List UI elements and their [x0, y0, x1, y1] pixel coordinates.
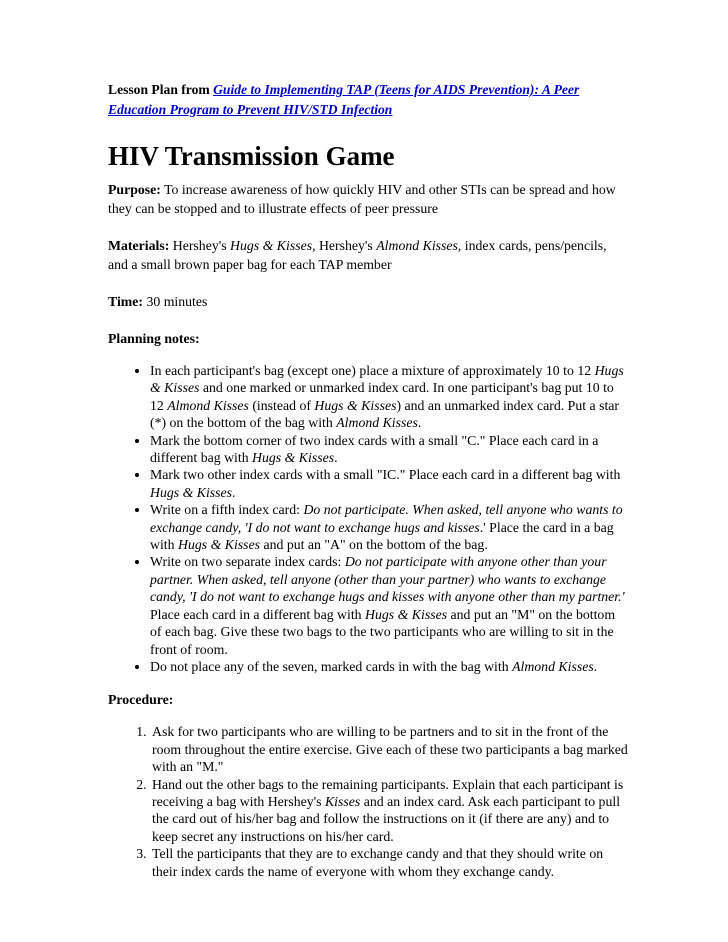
item-text: Mark the bottom corner of two index cards with a small "C." Place each card in a different bag with	[150, 432, 599, 466]
item-text-italic: Hugs & Kisses	[252, 450, 335, 466]
item-text: ) and an unmarked index card. Put a star (*) on the bottom of the bag with	[150, 397, 620, 431]
item-text: and one marked or unmarked index card. In one participant's bag put 10 to 12	[150, 380, 614, 413]
item-text-italic: Almond Kisses	[167, 397, 249, 413]
materials-text-italic: Hugs & Kisses	[230, 238, 313, 253]
item-text: .	[232, 484, 236, 500]
procedure-label: Procedure:	[108, 692, 174, 708]
purpose-paragraph	[108, 180, 628, 218]
item-text: .	[593, 658, 598, 674]
planning-heading	[108, 329, 628, 348]
materials-text-italic: Almond Kisses	[376, 238, 458, 253]
materials-paragraph	[108, 236, 628, 274]
materials-text: Hershey's	[169, 238, 231, 253]
list-item	[150, 501, 628, 553]
purpose-text: To increase awareness of how quickly HIV and other STIs can be spread and how they can be stopped and to illustrate effects of peer pressure	[108, 182, 616, 216]
item-text: Place each card in a different bag with	[150, 606, 366, 622]
materials-text: , Hershey's	[312, 238, 377, 253]
procedure-list	[108, 723, 628, 880]
list-item	[150, 845, 628, 880]
time-label: Time:	[108, 294, 143, 309]
item-text-italic: Hugs & Kisses	[365, 606, 448, 622]
source-prefix: Lesson Plan from	[108, 82, 214, 97]
list-item	[150, 658, 628, 675]
time-text: 30 minutes	[143, 294, 208, 309]
item-text: Mark two other index cards with a small "IC." Place each card in a different bag with	[150, 467, 621, 483]
item-text: .	[417, 415, 422, 431]
item-text: Do not place any of the seven, marked cards in with the bag with	[150, 658, 513, 674]
time-paragraph	[108, 292, 628, 311]
materials-text: , index cards, pens/pencils, and a small brown paper bag for each TAP member	[108, 238, 607, 272]
source-link[interactable]: Guide to Implementing TAP (Teens for AIDS Prevention): A Peer Education Program to Prevent HIV/STD Infection	[108, 82, 580, 117]
item-text-italic: Hugs & Kisses	[177, 537, 261, 553]
item-text: Hand out the other bags to the remaining participants. Explain that each participant is receiving a bag with Hershey's	[152, 776, 624, 809]
item-text: Tell the participants that they are to exchange candy and that they should write on their index cards the name of everyone with whom they exchange candy.	[152, 846, 604, 879]
list-item	[150, 776, 628, 846]
list-item	[150, 466, 628, 501]
item-text-italic: Hugs & Kisses	[150, 363, 624, 396]
list-item	[150, 362, 628, 432]
materials-label: Materials:	[108, 238, 170, 253]
item-text: Write on a fifth index card:	[150, 502, 304, 518]
item-text: .' Place the card in a bag with	[150, 519, 614, 553]
document-page	[108, 80, 628, 895]
list-item	[150, 432, 628, 467]
item-text: .	[334, 450, 338, 466]
item-text: and put an "A" on the bottom of the bag.	[260, 537, 488, 553]
item-text: Ask for two participants who are willing to be partners and to sit in the front of the room throughout the entire exercise. Give each of these two participants a bag marked with an "M."	[152, 724, 628, 775]
item-text-italic: Hugs & Kisses	[150, 484, 233, 500]
item-text-italic: Do not participate with anyone other than your partner. When asked, tell anyone (other than your partner) who wants to exchange candy, 'I do not want to exchange hugs and kisses with anyone other than my partner.'	[150, 554, 625, 605]
item-text-italic: Kisses	[324, 793, 361, 809]
planning-list	[108, 362, 628, 675]
page-title: HIV Transmission Game	[108, 141, 395, 171]
item-text-italic: Hugs & Kisses	[314, 397, 397, 413]
planning-label: Planning notes:	[108, 331, 200, 346]
item-text: and put an "M" on the bottom of each bag. Give these two bags to the two participants who are willing to sit in the front of room.	[150, 606, 616, 657]
item-text: (instead of	[248, 397, 315, 413]
item-text: and an index card. Ask each participant to pull the card out of his/her bag and follow the instructions on it (if there are any) and to keep secret any instructions on his/her card.	[152, 793, 621, 844]
item-text-italic: Almond Kisses	[336, 415, 418, 431]
source-line	[108, 80, 628, 120]
list-item	[150, 723, 628, 775]
list-item	[150, 553, 628, 657]
purpose-label: Purpose:	[108, 182, 161, 197]
item-text-italic: Almond Kisses	[512, 658, 594, 674]
item-text: In each participant's bag (except one) place a mixture of approximately 10 to 12	[150, 363, 595, 378]
item-text-italic: Do not participate. When asked, tell anyone who wants to exchange candy, 'I do not want to exchange hugs and kisses	[150, 502, 623, 535]
procedure-heading	[108, 690, 628, 709]
item-text: Write on two separate index cards:	[150, 554, 345, 570]
